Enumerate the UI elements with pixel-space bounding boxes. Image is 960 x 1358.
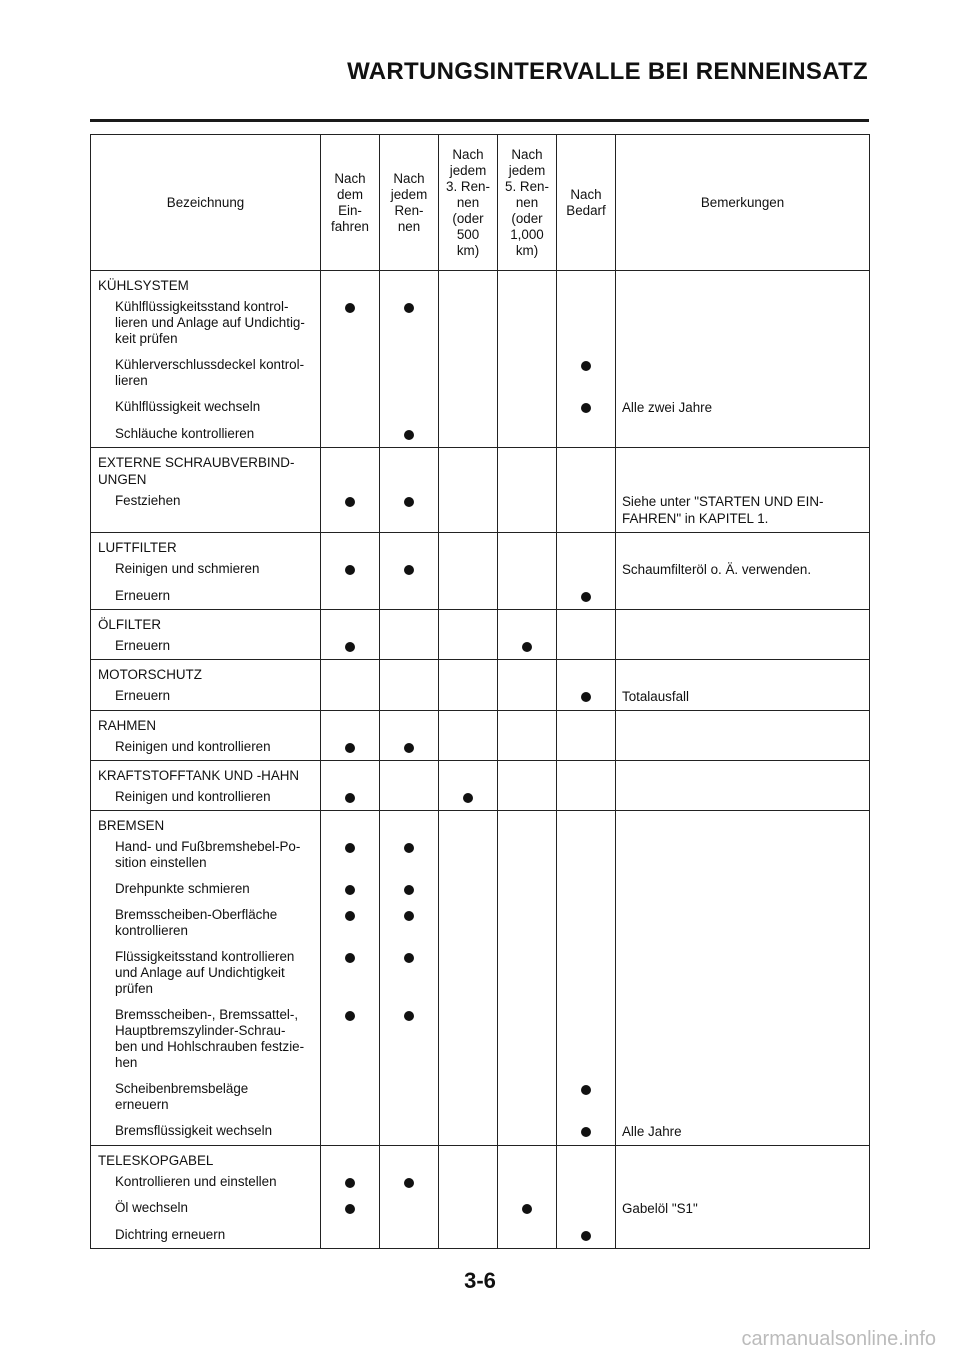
item-note [616, 1002, 870, 1076]
interval-cell [321, 1222, 380, 1249]
bullet-icon [404, 843, 414, 853]
bullet-icon [522, 642, 532, 652]
bullet-icon [581, 1085, 591, 1095]
empty-cell [439, 271, 498, 295]
interval-cell [439, 834, 498, 876]
section-title: EXTERNE SCHRAUBVERBIND- UNGEN [91, 448, 321, 489]
interval-cell [321, 352, 380, 394]
item-note [616, 633, 870, 660]
interval-cell [557, 784, 616, 811]
interval-cell [557, 834, 616, 876]
interval-cell [557, 294, 616, 352]
bullet-icon [345, 642, 355, 652]
item-note: Alle zwei Jahre [616, 394, 870, 421]
watermark: carmanualsonline.info [741, 1328, 936, 1350]
empty-cell [616, 610, 870, 634]
empty-cell [439, 533, 498, 557]
table-row [91, 1002, 870, 1076]
empty-cell [616, 533, 870, 557]
interval-cell [380, 902, 439, 944]
interval-cell [557, 1169, 616, 1195]
interval-cell [439, 1002, 498, 1076]
empty-cell [498, 660, 557, 684]
interval-cell [557, 394, 616, 421]
interval-cell [321, 1118, 380, 1146]
bullet-icon [581, 692, 591, 702]
interval-cell [321, 784, 380, 811]
interval-cell [498, 488, 557, 533]
interval-cell [321, 583, 380, 610]
bullet-icon [404, 885, 414, 895]
section-row [91, 1146, 870, 1170]
item-note [616, 734, 870, 761]
section-title: BREMSEN [91, 811, 321, 835]
interval-cell [439, 683, 498, 711]
header-jedem-3-rennen: Nach jedem 3. Ren- nen (oder 500 km) [439, 135, 498, 271]
interval-cell [321, 421, 380, 448]
interval-cell [498, 421, 557, 448]
empty-cell [498, 610, 557, 634]
bullet-icon [404, 953, 414, 963]
bullet-icon [404, 497, 414, 507]
empty-cell [616, 711, 870, 735]
interval-cell [380, 583, 439, 610]
bullet-icon [581, 403, 591, 413]
item-name: Reinigen und kontrollieren [91, 734, 321, 761]
table-row [91, 1076, 870, 1118]
empty-cell [498, 811, 557, 835]
item-name: Kühlflüssigkeitsstand kontrol- lieren und Anlage auf Undichtig- keit prüfen [91, 294, 321, 352]
interval-cell [498, 683, 557, 711]
bullet-icon [404, 430, 414, 440]
bullet-icon [345, 1011, 355, 1021]
bullet-icon [345, 953, 355, 963]
empty-cell [557, 711, 616, 735]
interval-cell [498, 1195, 557, 1222]
item-name: Hand- und Fußbremshebel-Po- sition einstellen [91, 834, 321, 876]
interval-cell [439, 352, 498, 394]
item-note [616, 352, 870, 394]
bullet-icon [345, 565, 355, 575]
empty-cell [616, 811, 870, 835]
empty-cell [557, 271, 616, 295]
bullet-icon [345, 497, 355, 507]
empty-cell [439, 761, 498, 785]
bullet-icon [581, 1231, 591, 1241]
interval-cell [498, 944, 557, 1002]
interval-cell [557, 583, 616, 610]
empty-cell [321, 761, 380, 785]
interval-cell [439, 902, 498, 944]
interval-cell [321, 633, 380, 660]
item-name: Reinigen und schmieren [91, 556, 321, 583]
table-row [91, 1118, 870, 1146]
interval-cell [380, 488, 439, 533]
interval-cell [498, 902, 557, 944]
empty-cell [380, 711, 439, 735]
interval-cell [321, 902, 380, 944]
empty-cell [616, 1146, 870, 1170]
bullet-icon [345, 911, 355, 921]
interval-cell [321, 944, 380, 1002]
table-row [91, 421, 870, 448]
interval-cell [557, 1076, 616, 1118]
empty-cell [380, 271, 439, 295]
interval-cell [498, 556, 557, 583]
table-header-row [91, 135, 870, 271]
interval-cell [498, 734, 557, 761]
item-note [616, 944, 870, 1002]
empty-cell [439, 448, 498, 489]
bullet-icon [345, 303, 355, 313]
interval-cell [498, 1169, 557, 1195]
interval-cell [380, 784, 439, 811]
interval-cell [557, 1118, 616, 1146]
item-name: Schläuche kontrollieren [91, 421, 321, 448]
interval-cell [498, 1118, 557, 1146]
interval-cell [321, 1195, 380, 1222]
item-name: Flüssigkeitsstand kontrollieren und Anlage auf Undichtigkeit prüfen [91, 944, 321, 1002]
item-name: Bremsscheiben-, Bremssattel-, Hauptbremszylinder-Schrau- ben und Hohlschrauben festzie- hen [91, 1002, 321, 1076]
interval-cell [321, 734, 380, 761]
interval-cell [380, 556, 439, 583]
interval-cell [498, 294, 557, 352]
empty-cell [321, 271, 380, 295]
empty-cell [439, 1146, 498, 1170]
interval-cell [498, 633, 557, 660]
item-name: Bremsscheiben-Oberfläche kontrollieren [91, 902, 321, 944]
table-row [91, 902, 870, 944]
interval-cell [321, 1169, 380, 1195]
interval-cell [380, 1118, 439, 1146]
interval-cell [380, 876, 439, 902]
table-row [91, 1195, 870, 1222]
interval-cell [557, 488, 616, 533]
item-name: Kontrollieren und einstellen [91, 1169, 321, 1195]
section-row [91, 811, 870, 835]
header-nach-einfahren: Nach dem Ein- fahren [321, 135, 380, 271]
item-note [616, 294, 870, 352]
bullet-icon [581, 592, 591, 602]
interval-cell [557, 633, 616, 660]
interval-cell [380, 734, 439, 761]
interval-cell [498, 1002, 557, 1076]
empty-cell [557, 1146, 616, 1170]
item-note [616, 1076, 870, 1118]
page-title: WARTUNGSINTERVALLE BEI RENNEINSATZ [347, 58, 868, 85]
item-name: Erneuern [91, 683, 321, 711]
empty-cell [321, 610, 380, 634]
empty-cell [380, 533, 439, 557]
interval-cell [380, 834, 439, 876]
bullet-icon [404, 1178, 414, 1188]
interval-cell [321, 556, 380, 583]
item-name: Reinigen und kontrollieren [91, 784, 321, 811]
bullet-icon [581, 361, 591, 371]
empty-cell [616, 761, 870, 785]
item-name: Kühlerverschlussdeckel kontrol- lieren [91, 352, 321, 394]
empty-cell [498, 1146, 557, 1170]
item-note: Schaumfilteröl o. Ä. verwenden. [616, 556, 870, 583]
section-title: KÜHLSYSTEM [91, 271, 321, 295]
item-name: Festziehen [91, 488, 321, 533]
item-name: Öl wechseln [91, 1195, 321, 1222]
item-name: Bremsflüssigkeit wechseln [91, 1118, 321, 1146]
interval-cell [380, 352, 439, 394]
empty-cell [557, 610, 616, 634]
bullet-icon [404, 303, 414, 313]
empty-cell [616, 660, 870, 684]
empty-cell [380, 761, 439, 785]
table-row [91, 556, 870, 583]
bullet-icon [345, 1178, 355, 1188]
bullet-icon [404, 565, 414, 575]
empty-cell [498, 271, 557, 295]
bullet-icon [463, 793, 473, 803]
interval-cell [498, 876, 557, 902]
maintenance-table [90, 134, 870, 1249]
interval-cell [439, 784, 498, 811]
empty-cell [380, 610, 439, 634]
interval-cell [321, 294, 380, 352]
interval-cell [380, 633, 439, 660]
interval-cell [557, 734, 616, 761]
interval-cell [439, 876, 498, 902]
interval-cell [321, 1076, 380, 1118]
item-note [616, 421, 870, 448]
header-bezeichnung: Bezeichnung [91, 135, 321, 271]
table-row [91, 583, 870, 610]
empty-cell [557, 811, 616, 835]
section-row [91, 660, 870, 684]
interval-cell [439, 488, 498, 533]
header-jedem-rennen: Nach jedem Ren- nen [380, 135, 439, 271]
interval-cell [380, 1076, 439, 1118]
item-name: Kühlflüssigkeit wechseln [91, 394, 321, 421]
bullet-icon [345, 885, 355, 895]
item-note [616, 784, 870, 811]
empty-cell [439, 610, 498, 634]
empty-cell [321, 711, 380, 735]
empty-cell [557, 761, 616, 785]
table-row [91, 734, 870, 761]
interval-cell [321, 1002, 380, 1076]
interval-cell [380, 394, 439, 421]
interval-cell [498, 583, 557, 610]
empty-cell [557, 448, 616, 489]
interval-cell [498, 1076, 557, 1118]
item-note: Totalausfall [616, 683, 870, 711]
bullet-icon [404, 1011, 414, 1021]
item-note: Alle Jahre [616, 1118, 870, 1146]
table-row [91, 488, 870, 533]
interval-cell [439, 1169, 498, 1195]
interval-cell [498, 834, 557, 876]
interval-cell [498, 784, 557, 811]
interval-cell [439, 944, 498, 1002]
empty-cell [321, 660, 380, 684]
interval-cell [557, 556, 616, 583]
section-title: LUFTFILTER [91, 533, 321, 557]
table-row [91, 1169, 870, 1195]
item-name: Drehpunkte schmieren [91, 876, 321, 902]
item-note [616, 583, 870, 610]
header-nach-bedarf: Nach Bedarf [557, 135, 616, 271]
interval-cell [557, 944, 616, 1002]
bullet-icon [345, 1204, 355, 1214]
table-row [91, 352, 870, 394]
interval-cell [439, 1195, 498, 1222]
item-name: Erneuern [91, 583, 321, 610]
interval-cell [498, 1222, 557, 1249]
interval-cell [380, 1195, 439, 1222]
section-row [91, 533, 870, 557]
item-name: Scheibenbremsbeläge erneuern [91, 1076, 321, 1118]
section-row [91, 448, 870, 489]
interval-cell [557, 1222, 616, 1249]
table-row [91, 294, 870, 352]
empty-cell [557, 533, 616, 557]
empty-cell [439, 660, 498, 684]
interval-cell [498, 394, 557, 421]
interval-cell [321, 834, 380, 876]
interval-cell [380, 944, 439, 1002]
interval-cell [380, 294, 439, 352]
empty-cell [321, 811, 380, 835]
empty-cell [439, 711, 498, 735]
table-row [91, 683, 870, 711]
title-rule [90, 119, 869, 122]
empty-cell [321, 533, 380, 557]
interval-cell [439, 583, 498, 610]
empty-cell [616, 448, 870, 489]
header-bemerkungen: Bemerkungen [616, 135, 870, 271]
empty-cell [321, 1146, 380, 1170]
table-row [91, 394, 870, 421]
bullet-icon [522, 1204, 532, 1214]
interval-cell [439, 294, 498, 352]
table-row [91, 633, 870, 660]
interval-cell [380, 1169, 439, 1195]
empty-cell [380, 660, 439, 684]
item-note [616, 1169, 870, 1195]
empty-cell [498, 761, 557, 785]
section-title: KRAFTSTOFFTANK UND -HAHN [91, 761, 321, 785]
table-row [91, 944, 870, 1002]
item-name: Erneuern [91, 633, 321, 660]
empty-cell [616, 271, 870, 295]
table-row [91, 1222, 870, 1249]
interval-cell [498, 352, 557, 394]
bullet-icon [404, 911, 414, 921]
empty-cell [380, 811, 439, 835]
empty-cell [557, 660, 616, 684]
interval-cell [439, 633, 498, 660]
interval-cell [439, 1222, 498, 1249]
section-title: RAHMEN [91, 711, 321, 735]
table-row [91, 834, 870, 876]
interval-cell [557, 683, 616, 711]
table-body [91, 271, 870, 1249]
interval-cell [380, 1002, 439, 1076]
empty-cell [380, 448, 439, 489]
interval-cell [439, 556, 498, 583]
empty-cell [380, 1146, 439, 1170]
item-note [616, 902, 870, 944]
interval-cell [380, 421, 439, 448]
page-number: 3-6 [464, 1268, 496, 1293]
interval-cell [557, 1195, 616, 1222]
section-title: ÖLFILTER [91, 610, 321, 634]
item-note [616, 876, 870, 902]
interval-cell [557, 352, 616, 394]
interval-cell [557, 421, 616, 448]
section-row [91, 711, 870, 735]
interval-cell [321, 876, 380, 902]
interval-cell [439, 734, 498, 761]
interval-cell [439, 1118, 498, 1146]
section-row [91, 610, 870, 634]
item-note [616, 1222, 870, 1249]
interval-cell [557, 876, 616, 902]
item-note: Gabelöl "S1" [616, 1195, 870, 1222]
section-row [91, 271, 870, 295]
section-title: TELESKOPGABEL [91, 1146, 321, 1170]
interval-cell [321, 683, 380, 711]
interval-cell [557, 1002, 616, 1076]
empty-cell [498, 711, 557, 735]
interval-cell [321, 394, 380, 421]
empty-cell [321, 448, 380, 489]
header-jedem-5-rennen: Nach jedem 5. Ren- nen (oder 1,000 km) [498, 135, 557, 271]
bullet-icon [581, 1127, 591, 1137]
item-name: Dichtring erneuern [91, 1222, 321, 1249]
bullet-icon [345, 843, 355, 853]
table-row [91, 784, 870, 811]
interval-cell [557, 902, 616, 944]
empty-cell [498, 448, 557, 489]
interval-cell [380, 683, 439, 711]
section-row [91, 761, 870, 785]
interval-cell [439, 421, 498, 448]
bullet-icon [404, 743, 414, 753]
interval-cell [439, 394, 498, 421]
item-note [616, 834, 870, 876]
interval-cell [321, 488, 380, 533]
interval-cell [439, 1076, 498, 1118]
section-title: MOTORSCHUTZ [91, 660, 321, 684]
table-row [91, 876, 870, 902]
item-note: Siehe unter "STARTEN UND EIN- FAHREN" in KAPITEL 1. [616, 488, 870, 533]
bullet-icon [345, 793, 355, 803]
interval-cell [380, 1222, 439, 1249]
empty-cell [439, 811, 498, 835]
empty-cell [498, 533, 557, 557]
bullet-icon [345, 743, 355, 753]
